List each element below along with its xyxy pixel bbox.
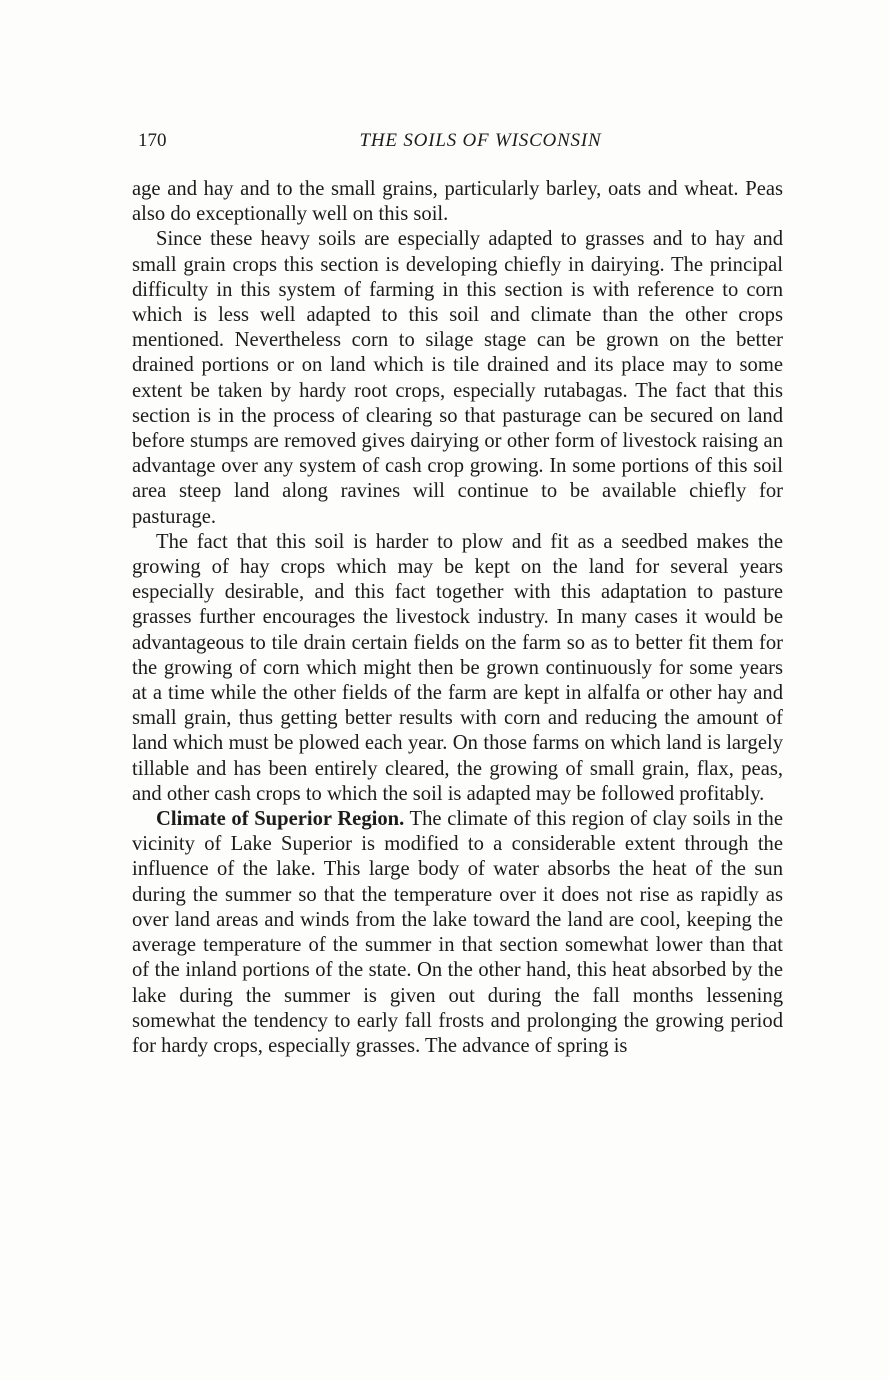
paragraph-text: The climate of this region of clay soils in the vicinity of Lake Superior is modified to a considerable extent through the influence of the lake. This large body of water absorbs the heat of the sun during the summer so that the temperature over it does not rise as rapidly as over land areas and winds from the lake toward the land are cool, keeping the average temperature of the summer in that section somewhat lower than that of the inland portions of the state. On the other hand, this heat absorbed by the lake during the summer is given out during the fall months lessening somewhat the tendency to early fall frosts and prolonging the growing period for hardy crops, especially grasses. The advance of spring is xyxy=(132,808,783,1057)
paragraph-text: age and hay and to the small grains, particularly barley, oats and wheat. Peas also do exceptionally well on this soil. xyxy=(132,178,783,226)
page-number: 170 xyxy=(138,130,167,151)
paragraph-dairying xyxy=(132,227,783,529)
paragraph-text: Since these heavy soils are especially adapted to grasses and to hay and small grain crops this section is developing chiefly in dairying. The principal difficulty in this system of farming in this section is with reference to corn which is less well adapted to this soil and climate than the other crops mentioned. Nevertheless corn to silage stage can be grown on the better drained portions or on land which is tile drained and its place may to some extent be taken by hardy root crops, especially rutabagas. The fact that this section is in the process of clearing so that pasturage can be secured on land before stumps are removed gives dairying or other form of livestock raising an advantage over any system of cash crop growing. In some portions of this soil area steep land along ravines will continue to be available chiefly for pasturage. xyxy=(132,228,783,528)
paragraph-text: The fact that this soil is harder to plow and fit as a seedbed makes the growing of hay crops which may be kept on the land for several years especially desirable, and this fact together with this adaptation to pasture grasses further encourages the livestock industry. In many cases it would be advantageous to tile drain certain fields on the farm so as to better fit them for the growing of corn which might then be grown continuously for some years at a time while the other fields of the farm are kept in alfalfa or other hay and small grain, thus getting better results with corn and reducing the amount of land which must be plowed each year. On those farms on which land is largely tillable and has been entirely cleared, the growing of small grain, flax, peas, and other cash crops to which the soil is adapted may be followed profitably. xyxy=(132,530,783,805)
body-text xyxy=(132,177,783,1059)
page-header xyxy=(138,130,783,158)
paragraph-seedbed xyxy=(132,530,783,807)
paragraph-continuation xyxy=(132,177,783,227)
paragraph-climate xyxy=(132,807,783,1059)
running-title: THE SOILS OF WISCONSIN xyxy=(359,130,602,151)
section-heading: Climate of Superior Region. xyxy=(156,808,405,831)
